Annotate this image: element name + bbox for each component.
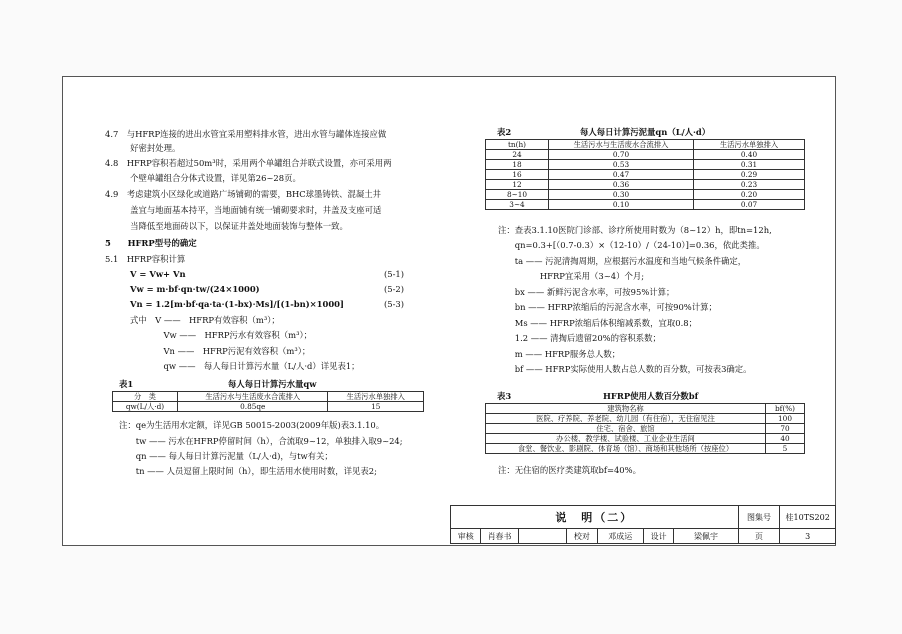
right-note-5: bx —— 新鲜污泥含水率，可按95%计算； (498, 287, 675, 297)
right-note-6: bn —— HFRP浓缩后的污泥含水率，可按90%计算； (498, 302, 717, 312)
formula-5-3: Vn = 1.2[m·bf·qa·ta·(1-bx)·Ms]/[(1-bn)×1000] (130, 299, 344, 309)
table3-cell: 100 (766, 414, 805, 424)
table1-header-cell: 生活污水单独排入 (328, 392, 424, 402)
table-row (486, 444, 805, 454)
title-block (450, 505, 836, 544)
table-row (486, 434, 805, 444)
table-row (486, 160, 805, 170)
table1-label: 表1 (119, 379, 134, 389)
left-item-line-2: 好密封处理。 (105, 143, 181, 153)
table-row (486, 140, 805, 150)
definition-line-4: qw —— 每人每日计算污水量（L/人·d）详见表1； (130, 361, 360, 371)
left-item-line-1: 4.7 与HFRP连接的进出水管宜采用塑料排水管，进出水管与罐体连接应做 (105, 129, 387, 139)
table2-cell: 16 (486, 170, 549, 180)
definition-line-3: Vn —— HFRP污泥有效容积（m³）； (130, 346, 311, 356)
table1 (112, 391, 424, 412)
right-note-2: qn=0.3+[（0.7-0.3）×（12-10）/（24-10）]=0.36，依此类推。 (498, 240, 765, 250)
table2-cell: 0.47 (549, 170, 694, 180)
table3-cell: 住宅、宿舍、旅馆 (486, 424, 766, 434)
design-label: 设计 (643, 529, 673, 544)
table-row (486, 190, 805, 200)
formula-5-2-number: (5-2) (384, 284, 405, 294)
table1-header-cell: 生活污水与生活废水合流排入 (178, 392, 328, 402)
table3-cell: 食堂、餐饮业、影剧院、体育场（馆）、商场和其他场所（按座位） (486, 444, 766, 454)
formula-5-1-number: (5-1) (384, 269, 405, 279)
table2-cell: 0.29 (694, 170, 805, 180)
left-note-4: tn —— 人员逗留上限时间（h），即生活用水使用时数，详见表2; (119, 466, 377, 476)
left-item-line-3: 4.8 HFRP容积若超过50m³时，采用两个单罐组合并联式设置，亦可采用两 (105, 158, 392, 168)
table2-cell: 0.36 (549, 180, 694, 190)
page-number: 3 (780, 529, 836, 544)
table2-header-cell: 生活污水单独排入 (694, 140, 805, 150)
right-note-3: ta —— 污泥清掏周期，应根据污水温度和当地气候条件确定， (498, 256, 747, 266)
table2-title: 每人每日计算污泥量qn（L/人·d） (580, 127, 711, 137)
left-note-2: tw —— 污水在HFRP停留时间（h），合流取9~12，单独排入取9~24; (119, 436, 403, 446)
atlas-label: 图集号 (738, 506, 780, 529)
table2-label: 表2 (497, 127, 512, 137)
table-row (486, 414, 805, 424)
sheet-title: 说 明（二） (451, 506, 739, 529)
section-5-1-heading: 5.1 HFRP容积计算 (105, 254, 186, 264)
formula-5-3-number: (5-3) (384, 299, 405, 309)
table2-cell: 12 (486, 180, 549, 190)
table3-cell: 70 (766, 424, 805, 434)
proof-name: 邓成运 (597, 529, 643, 544)
section-5-heading: 5 HFRP型号的确定 (105, 238, 197, 248)
left-item-line-5: 4.9 考虑建筑小区绿化或道路广场铺砌的需要，BHC球墨铸铁、混凝土井 (105, 189, 382, 199)
table3 (485, 403, 805, 454)
check-label: 审核 (451, 529, 481, 544)
formula-5-2: Vw = m·bf·qn·tw/(24×1000) (130, 284, 260, 294)
right-note-7: Ms —— HFRP浓缩后体积缩减系数，宜取0.8； (498, 318, 697, 328)
table2-cell: 0.23 (694, 180, 805, 190)
table2-cell: 8~10 (486, 190, 549, 200)
right-note-9: m —— HFRP服务总人数； (498, 349, 621, 359)
definition-line-2: Vw —— HFRP污水有效容积（m³）； (130, 330, 313, 340)
table-row (486, 404, 805, 414)
table2-cell: 18 (486, 160, 549, 170)
table3-cell: 5 (766, 444, 805, 454)
table2-cell: 0.31 (694, 160, 805, 170)
table3-cell: 40 (766, 434, 805, 444)
table3-cell: 办公楼、教学楼、试验楼、工业企业生活间 (486, 434, 766, 444)
check-name: 肖春书 (481, 529, 518, 544)
left-item-line-6: 盖宜与地面基本持平，当地面铺有统一铺砌要求时，井盖及支座可适 (105, 205, 382, 215)
table1-cell: 0.85qe (178, 402, 328, 412)
left-item-line-7: 当降低至地面砖以下，以保证井盖处地面装饰与整体一致。 (105, 221, 348, 231)
definition-line-1: 式中 V —— HFRP有效容积（m³）； (130, 315, 280, 325)
table2-cell: 3~4 (486, 200, 549, 210)
formula-5-1: V = Vw+ Vn (130, 269, 186, 279)
left-item-line-4: 个壁单罐组合分体式设置，详见第26~28页。 (105, 173, 301, 183)
table1-cell: 15 (328, 402, 424, 412)
left-note-1: 注：qe为生活用水定额，详见GB 50015-2003(2009年版)表3.1.10。 (119, 420, 385, 430)
check-signature-cell (518, 529, 567, 544)
table1-cell: qw(L/人·d) (113, 402, 178, 412)
table3-header-cell: 建筑物名称 (486, 404, 766, 414)
table1-title: 每人每日计算污水量qw (228, 379, 317, 389)
table2-cell: 0.40 (694, 150, 805, 160)
table3-header-cell: bf(%) (766, 404, 805, 414)
table-row (113, 392, 424, 402)
table2-cell: 0.10 (549, 200, 694, 210)
table-row (486, 170, 805, 180)
table1-header-cell: 分 类 (113, 392, 178, 402)
right-note-8: 1.2 —— 清掏后遗留20%的容积系数； (498, 333, 661, 343)
table3-cell: 医院、疗养院、养老院、幼儿园（有住宿），无住宿见注 (486, 414, 766, 424)
table2-cell: 24 (486, 150, 549, 160)
table2-cell: 0.70 (549, 150, 694, 160)
table-row (486, 424, 805, 434)
right-note-4: HFRP宜采用（3~4）个月; (498, 271, 645, 281)
table3-note: 注：无住宿的医疗类建筑取bf=40%。 (498, 465, 641, 475)
table-row (113, 402, 424, 412)
design-name: 梁佩宇 (674, 529, 738, 544)
table3-label: 表3 (497, 391, 512, 401)
table-row (451, 529, 836, 544)
right-note-1: 注：查表3.1.10医院门诊部、诊疗所使用时数为（8~12）h，即tn=12h, (498, 225, 772, 235)
table2-cell: 0.53 (549, 160, 694, 170)
table2-cell: 0.20 (694, 190, 805, 200)
table3-title: HFRP使用人数百分数bf (603, 391, 699, 401)
table-row (486, 200, 805, 210)
page-label: 页 (738, 529, 780, 544)
proof-label: 校对 (567, 529, 597, 544)
table-row (486, 180, 805, 190)
table2-cell: 0.07 (694, 200, 805, 210)
right-note-10: bf —— HFRP实际使用人数占总人数的百分数，可按表3确定。 (498, 364, 752, 374)
left-note-3: qn —— 每人每日计算污泥量（L/人·d)，与tw有关； (119, 451, 333, 461)
table2-header-cell: tn(h) (486, 140, 549, 150)
table-row (486, 150, 805, 160)
table2 (485, 139, 805, 210)
table-row (451, 506, 836, 529)
table2-header-cell: 生活污水与生活废水合流排入 (549, 140, 694, 150)
table2-cell: 0.30 (549, 190, 694, 200)
atlas-number: 桂10TS202 (780, 506, 836, 529)
